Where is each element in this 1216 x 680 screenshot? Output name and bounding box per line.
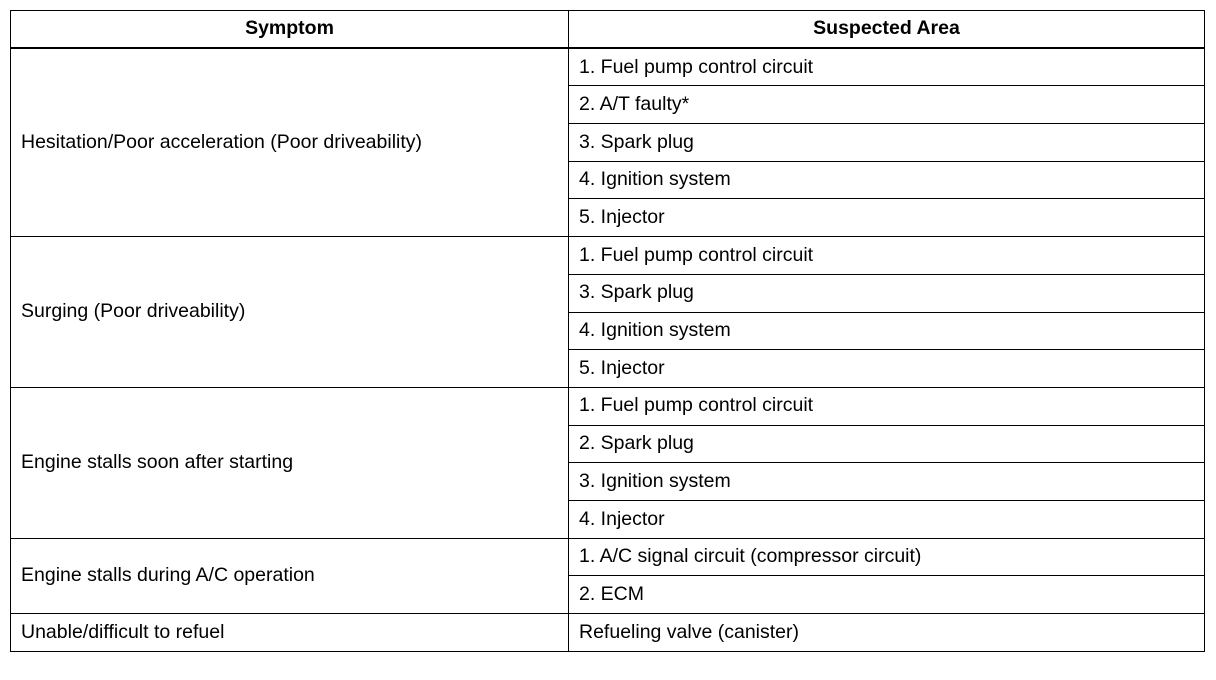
- suspected-area-cell: 1. A/C signal circuit (compressor circuit): [569, 538, 1205, 576]
- symptom-cell: Engine stalls soon after starting: [11, 387, 569, 538]
- table-row: [11, 48, 1205, 86]
- suspected-area-cell: Refueling valve (canister): [569, 614, 1205, 652]
- table-row: [11, 614, 1205, 652]
- header-row: [11, 11, 1205, 49]
- suspected-area-cell: 2. A/T faulty*: [569, 86, 1205, 124]
- suspected-area-cell: 5. Injector: [569, 350, 1205, 388]
- suspected-area-cell: 3. Spark plug: [569, 124, 1205, 162]
- table-body: [11, 48, 1205, 651]
- symptom-cell: Hesitation/Poor acceleration (Poor driveability): [11, 48, 569, 236]
- suspected-area-cell: 4. Injector: [569, 500, 1205, 538]
- symptom-cell: Surging (Poor driveability): [11, 237, 569, 388]
- suspected-area-cell: 2. Spark plug: [569, 425, 1205, 463]
- suspected-area-cell: 3. Spark plug: [569, 274, 1205, 312]
- table-row: [11, 538, 1205, 576]
- suspected-area-cell: 2. ECM: [569, 576, 1205, 614]
- suspected-area-cell: 1. Fuel pump control circuit: [569, 387, 1205, 425]
- suspected-area-cell: 1. Fuel pump control circuit: [569, 48, 1205, 86]
- symptom-cell: Unable/difficult to refuel: [11, 614, 569, 652]
- symptom-cell: Engine stalls during A/C operation: [11, 538, 569, 613]
- suspected-area-cell: 4. Ignition system: [569, 161, 1205, 199]
- symptom-column-header: Symptom: [11, 11, 569, 49]
- suspected-area-cell: 4. Ignition system: [569, 312, 1205, 350]
- suspected-area-column-header: Suspected Area: [569, 11, 1205, 49]
- suspected-area-cell: 1. Fuel pump control circuit: [569, 237, 1205, 275]
- table-header: [11, 11, 1205, 49]
- suspected-area-cell: 3. Ignition system: [569, 463, 1205, 501]
- table-row: [11, 387, 1205, 425]
- suspected-area-cell: 5. Injector: [569, 199, 1205, 237]
- table-row: [11, 237, 1205, 275]
- symptom-table: [10, 10, 1205, 652]
